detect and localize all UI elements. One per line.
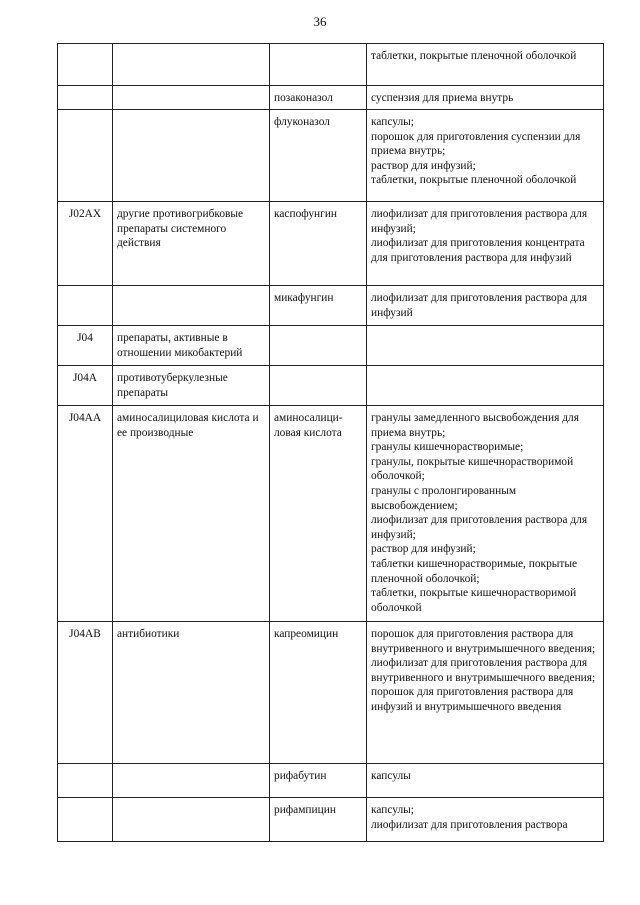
dosage-forms-cell: [367, 622, 604, 764]
drug-name-cell: каспофунгин: [270, 202, 367, 286]
table-row: [58, 366, 604, 406]
dosage-form: гранулы, покрытые кишечнорастворимой оболочкой;: [371, 455, 574, 483]
group-name-cell: аминосалициловая кислота и ее производные: [113, 406, 270, 622]
atc-code-cell: J04AB: [58, 622, 113, 764]
dosage-form: порошок для приготовления раствора для внутривенного и внутримышечного введения;: [371, 628, 596, 655]
dosage-form: раствор для инфузий;: [371, 159, 476, 172]
page-number: 36: [313, 14, 327, 29]
drug-name-cell: аминосалици-ловая кислота: [270, 406, 367, 622]
table-row: [58, 86, 604, 110]
atc-code-cell: J02AX: [58, 202, 113, 286]
group-name-cell: [113, 764, 270, 798]
drug-name-cell: микафунгин: [270, 286, 367, 326]
atc-code-cell: J04AA: [58, 406, 113, 622]
drug-name-cell: флуконазол: [270, 110, 367, 202]
dosage-form: таблетки кишечнорастворимые, покрытые пленочной оболочкой;: [371, 557, 578, 585]
drug-name-cell: [270, 44, 367, 86]
dosage-forms-cell: [367, 406, 604, 622]
group-name-cell: [113, 86, 270, 110]
dosage-form: таблетки, покрытые пленочной оболочкой: [371, 174, 577, 187]
dosage-form: суспензия для приема внутрь: [371, 92, 514, 104]
dosage-form: лиофилизат для приготовления раствора для инфузий: [371, 292, 588, 319]
table-row: [58, 798, 604, 842]
table-row: [58, 202, 604, 286]
dosage-forms-cell: [367, 764, 604, 798]
dosage-form: лиофилизат для приготовления раствора для инфузий;: [371, 514, 588, 541]
atc-code-cell: [58, 764, 113, 798]
drug-name-cell: [270, 366, 367, 406]
table-row: [58, 406, 604, 622]
atc-code-cell: J04A: [58, 366, 113, 406]
atc-code-cell: [58, 798, 113, 842]
dosage-forms-cell: [367, 326, 604, 366]
table-row: [58, 326, 604, 366]
dosage-form: таблетки, покрытые пленочной оболочкой: [371, 50, 577, 62]
group-name-cell: [113, 44, 270, 86]
drug-name-cell: рифабутин: [270, 764, 367, 798]
group-name-cell: препараты, активные в отношении микобактерий: [113, 326, 270, 366]
atc-code-cell: [58, 110, 113, 202]
group-name-cell: [113, 286, 270, 326]
table-row: [58, 44, 604, 86]
dosage-form: гранулы замедленного высвобождения для приема внутрь;: [371, 412, 579, 439]
dosage-forms-cell: [367, 86, 604, 110]
atc-code-cell: [58, 86, 113, 110]
dosage-form: лиофилизат для приготовления раствора для внутривенного и внутримышечного введения;: [371, 657, 596, 684]
dosage-forms-cell: [367, 44, 604, 86]
drug-name-cell: позаконазол: [270, 86, 367, 110]
dosage-form: гранулы с пролонгированным высвобождением;: [371, 484, 517, 512]
dosage-forms-cell: [367, 798, 604, 842]
group-name-cell: другие противогрибковые препараты системного действия: [113, 202, 270, 286]
group-name-cell: [113, 110, 270, 202]
dosage-form: порошок для приготовления раствора для инфузий и внутримышечного введения: [371, 686, 574, 713]
group-name-cell: противотуберкулезные препараты: [113, 366, 270, 406]
dosage-forms-cell: [367, 202, 604, 286]
dosage-form: капсулы;: [371, 116, 414, 128]
dosage-form: лиофилизат для приготовления раствора для инфузий;: [371, 208, 588, 235]
dosage-form: раствор для инфузий;: [371, 543, 476, 556]
dosage-form: лиофилизат для приготовления концентрата для приготовления раствора для инфузий: [371, 237, 585, 264]
table-row: [58, 286, 604, 326]
atc-code-cell: [58, 286, 113, 326]
table-row: [58, 622, 604, 764]
dosage-form: порошок для приготовления суспензии для приема внутрь;: [371, 130, 581, 158]
table-row: [58, 110, 604, 202]
dosage-forms-cell: [367, 110, 604, 202]
dosage-form: гранулы кишечнорастворимые;: [371, 441, 524, 454]
drug-name-cell: [270, 326, 367, 366]
group-name-cell: [113, 798, 270, 842]
atc-code-cell: J04: [58, 326, 113, 366]
dosage-forms-cell: [367, 286, 604, 326]
drug-table: [57, 43, 604, 842]
dosage-form: капсулы;: [371, 804, 414, 816]
dosage-form: капсулы: [371, 770, 411, 782]
atc-code-cell: [58, 44, 113, 86]
dosage-forms-cell: [367, 366, 604, 406]
group-name-cell: антибиотики: [113, 622, 270, 764]
drug-name-cell: рифампицин: [270, 798, 367, 842]
table-row: [58, 764, 604, 798]
dosage-form: таблетки, покрытые кишечнорастворимой оболочкой: [371, 587, 577, 614]
dosage-form: лиофилизат для приготовления раствора: [371, 818, 568, 831]
drug-name-cell: капреомицин: [270, 622, 367, 764]
